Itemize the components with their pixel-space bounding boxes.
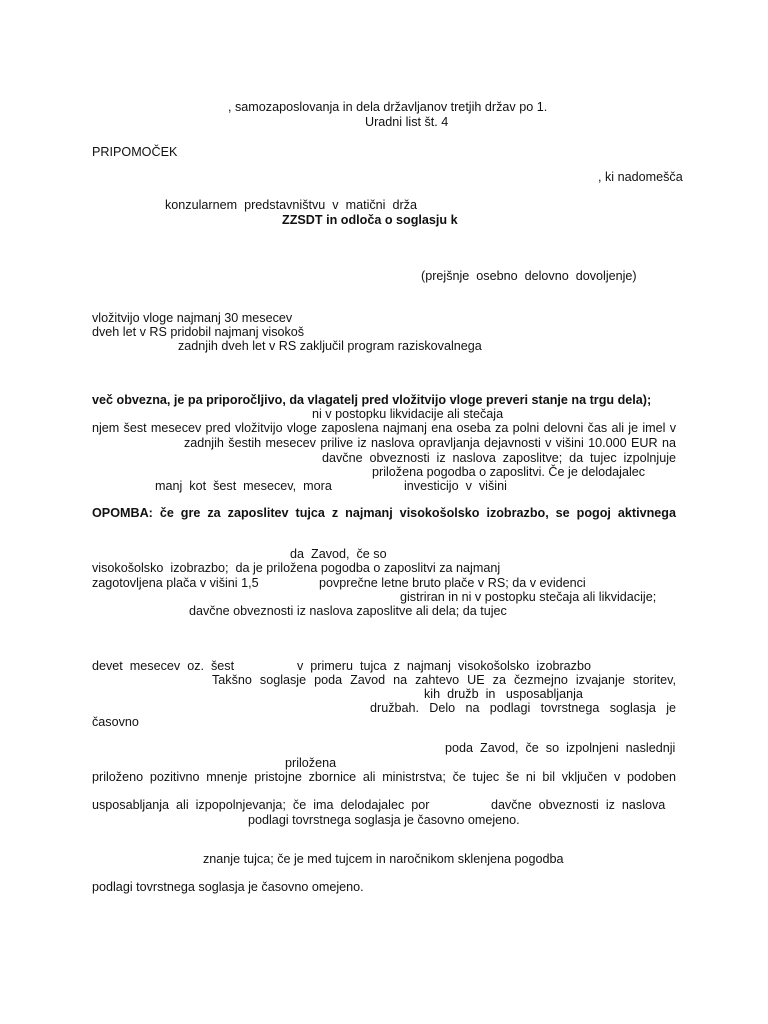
text-line: Takšno soglasje poda Zavod na zahtevo UE za čezmejno izvajanje storitev, xyxy=(212,673,676,687)
text-line: davčne obveznosti iz naslova zaposlitve; da tujec izpolnjuje xyxy=(322,451,676,465)
text-line: zagotovljena plača v višini 1,5 xyxy=(92,576,259,590)
text-line: davčne obveznosti iz naslova zaposlitve ali dela; da tujec xyxy=(189,604,507,618)
text-line: , ki nadomešča xyxy=(598,170,683,184)
text-line: vložitvijo vloge najmanj 30 mesecev xyxy=(92,311,293,325)
text-line: povprečne letne bruto plače v RS; da v evidenci xyxy=(319,576,586,590)
bold-line: več obvezna, je pa priporočljivo, da vlagatelj pred vložitvijo vloge preveri stanje na trgu dela); xyxy=(92,393,652,407)
text-line: podlagi tovrstnega soglasja je časovno omejeno. xyxy=(248,813,520,827)
document-heading: PRIPOMOČEK xyxy=(92,145,178,159)
text-line: v primeru tujca z najmanj visokošolsko izobrazbo xyxy=(297,659,591,673)
text-line: znanje tujca; če je med tujcem in naročnikom sklenjena pogodba xyxy=(203,852,564,866)
text-line: zadnjih dveh let v RS zaključil program raziskovalnega xyxy=(178,339,482,353)
text-line: družbah. Delo na podlagi tovrstnega soglasja je xyxy=(370,701,676,715)
text-line: visokošolsko izobrazbo; da je priložena pogodba o zaposlitvi za najmanj xyxy=(92,561,501,575)
header-line-1: , samozaposlovanja in dela državljanov tretjih držav po 1. xyxy=(228,100,548,114)
text-line: devet mesecev oz. šest xyxy=(92,659,235,673)
header-line-2: Uradni list št. 4 xyxy=(365,115,449,129)
bold-line: ZZSDT in odloča o soglasju k xyxy=(282,213,458,227)
text-line: podlagi tovrstnega soglasja je časovno omejeno. xyxy=(92,880,364,894)
text-line: priložena pogodba o zaposlitvi. Če je delodajalec xyxy=(372,465,646,479)
text-line: poda Zavod, če so izpolnjeni naslednji xyxy=(445,741,676,755)
text-line: kih družb in usposabljanja xyxy=(424,687,583,701)
text-line: (prejšnje osebno delovno dovoljenje) xyxy=(421,269,637,283)
text-line: usposabljanja ali izpopolnjevanja; če ima delodajalec por xyxy=(92,798,430,812)
text-line: priložena xyxy=(285,756,337,770)
text-line: priloženo pozitivno mnenje pristojne zbornice ali ministrstva; če tujec še ni bil vključen v podoben xyxy=(92,770,676,784)
text-line: manj kot šest mesecev, mora xyxy=(155,479,332,493)
note-line: OPOMBA: če gre za zaposlitev tujca z najmanj visokošolsko izobrazbo, se pogoj aktivnega xyxy=(92,506,676,520)
text-line: ni v postopku likvidacije ali stečaja xyxy=(312,407,504,421)
text-line: da Zavod, če so xyxy=(290,547,387,561)
text-line: zadnjih šestih mesecev prilive iz naslova opravljanja dejavnosti v višini 10.000 EUR na xyxy=(184,436,676,450)
text-line: davčne obveznosti iz naslova xyxy=(491,798,666,812)
text-line: investicijo v višini xyxy=(404,479,507,493)
text-line: gistriran in ni v postopku stečaja ali likvidacije; xyxy=(400,590,657,604)
text-line: dveh let v RS pridobil najmanj visokoš xyxy=(92,325,305,339)
text-line: časovno xyxy=(92,715,139,729)
text-line: njem šest mesecev pred vložitvijo vloge zaposlena najmanj ena oseba za polni delovni čas ali je imel v xyxy=(92,421,676,435)
text-line: konzularnem predstavništvu v matični drža xyxy=(165,198,417,212)
